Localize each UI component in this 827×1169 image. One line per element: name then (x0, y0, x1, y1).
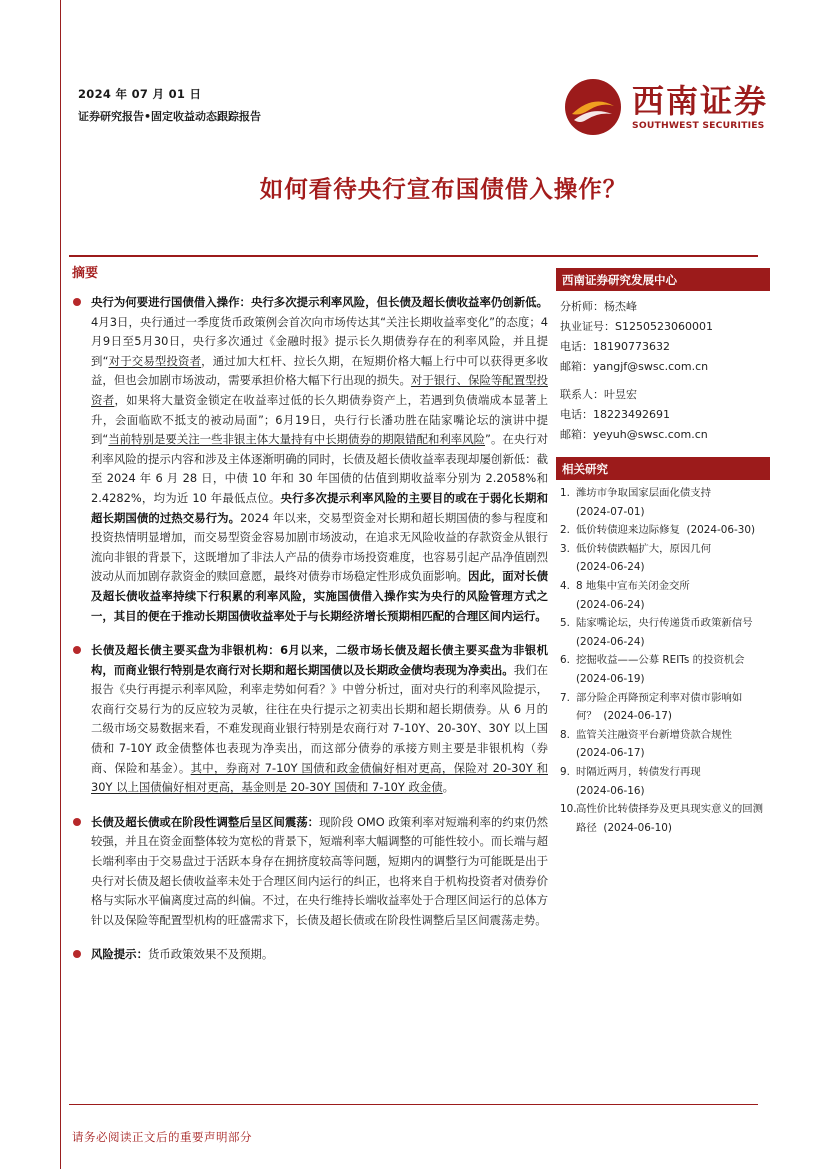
report-type: 证券研究报告•固定收益动态跟踪报告 (78, 110, 262, 123)
abstract-paragraph (69, 293, 548, 626)
bullet-icon (73, 950, 81, 958)
analyst-email[interactable]: 邮箱：yangjf@swsc.com.cn (560, 360, 709, 373)
para-underline: 当前特别是要关注一些非银主体大量持有中长期债券的期限错配和利率风险 (108, 432, 486, 447)
list-item[interactable]: 5. 陆家嘴论坛，央行传递货币政策新信号 (2024-06-24) (560, 617, 753, 648)
list-item[interactable]: 4. 8 地集中宣布关闭金交所 (2024-06-24) (560, 579, 690, 611)
abstract-paragraph (69, 945, 548, 965)
bullet-icon (73, 298, 81, 306)
list-item[interactable]: 10. 高性价比转债择券及更具现实意义的回测路径 (2024-06-10) (560, 803, 764, 834)
analyst-phone: 电话：18190773632 (560, 340, 670, 353)
bullet-icon (73, 818, 81, 826)
para-text: ，如果将大量资金锁定在收益率过低的长久期债券资产上，若遇到负债端成本显著上升，会面临欧不抵支的被动局面”；6月19日，央行行长潘功胜在陆家嘴论坛的演讲中提到“ (91, 392, 548, 447)
list-item[interactable]: 6. 挖掘收益——公募 REITs 的投资机会 (2024-06-19) (560, 654, 745, 685)
bullet-icon (73, 646, 81, 654)
para-bold: 央行为何要进行国债借入操作：央行多次提示利率风险，但长债及超长债收益率仍创新低。 (91, 295, 548, 309)
analyst-block (556, 291, 770, 445)
list-item[interactable]: 2. 低价转债迎来边际修复 (2024-06-30) (560, 524, 756, 537)
para-underline: 对于银行、保险等配置型投资者 (91, 373, 548, 407)
abstract-heading: 摘要 (72, 266, 99, 281)
related-research-title: 相关研究 (556, 457, 770, 480)
para-bold: 因此，面对长债及超长债收益率持续下行积累的利率风险，实施国债借入操作实为央行的风险管理方式之一，其目的便在于推动长期国债收益率处于与长期经济增长预期相匹配的合理区间内运行。 (91, 569, 548, 623)
para-bold: 央行多次提示利率风险的主要目的或在于弱化长期和超长期国债的过热交易行为。 (91, 490, 548, 525)
para-bold: 风险提示： (91, 947, 148, 962)
logo-brand-en: SOUTHWEST SECURITIES (632, 120, 765, 131)
list-item[interactable]: 1. 潍坊市争取国家层面化债支持 (2024-07-01) (560, 487, 712, 518)
para-bold: 长债及超长债主要买盘为非银机构：6月以来，二级市场长债及超长债主要买盘为非银机构，而商业银行特别是农商行对长期和超长期国债以及长期政金债均表现为净卖出。 (91, 643, 548, 677)
para-underline: 对于交易型投资者 (108, 353, 202, 368)
para-text: 我们在报告《央行再提示利率风险，利率走势如何看？》中曾分析过，面对央行的利率风险提示，农商行交易行为的反应较为灵敏，往往在央行提示之初卖出长期和超长期债券。从 6 月的二级市场交易数据来看，不难发现商业银行特别是农商行对 7-10Y、20-30Y、30Y 以上国债和 7-10Y 政金债整体也表现为净卖出，而这部分债券的承接方则主要是非银机构（券商、保险和基金）。 (91, 662, 548, 775)
para-text: ”。在央行对利率风险的提示内容和涉及主体逐渐明确的同时，长债及超长债收益率表现却屡创新低：截至 2024 年 6 月 28 日，中债 10 年和 30 年国债的估值到期收益率分别为 2.2058%和 2.4282%，均为近 10 年最低点位。 (91, 432, 549, 505)
para-text: 4月3日，央行通过一季度货币政策例会首次向市场传达其“关注长期收益率变化”的态度；4月9日至5月30日，央行多次通过《金融时报》提示长久期债券存在的利率风险，并且提到“ (91, 314, 548, 368)
section-divider (69, 255, 758, 257)
footer-disclaimer: 请务必阅读正文后的重要声明部分 (72, 1130, 252, 1144)
abstract-body (69, 289, 548, 965)
list-item[interactable]: 9. 时隔近两月，转债发行再现 (2024-06-16) (560, 765, 701, 797)
analyst-license: 执业证号：S1250523060001 (560, 320, 713, 333)
contact-email[interactable]: 邮箱：yeyuh@swsc.com.cn (560, 428, 708, 441)
logo-brand-cn: 西南证券 (632, 82, 769, 120)
report-date: 2024 年 07 月 01 日 (78, 87, 202, 101)
contact-phone: 电话：18223492691 (560, 408, 670, 421)
abstract-paragraph (69, 813, 548, 931)
para-bold: 长债及超长债或在阶段性调整后呈区间震荡： (91, 814, 320, 829)
para-text: 2024 年以来，交易型资金对长期和超长期国债的参与程度和投资热情明显增加，而交易型资金容易加剧市场波动，在追求无风险收益的存款资金从银行流向非银的背景下，这既增加了非法人产品的债券市场投资难度，也容易引起产品净值剧烈波动从而加剧存款资金的赎回意愿，最终对债券市场稳定性形成负面影响。 (91, 510, 548, 584)
footer-divider (69, 1104, 758, 1105)
contact-name: 联系人：叶昱宏 (560, 388, 637, 401)
para-text: ，通过加大杠杆、拉长久期，在短期价格大幅上行中可以获得更多收益，但也会加剧市场波动，需要承担价格大幅下行出现的损失。 (91, 353, 548, 388)
para-underline: 其中，券商对 7-10Y 国债和政金债偏好相对更高，保险对 20-30Y 和 30Y 以上国债偏好相对更高，基金则是 20-30Y 国债和 7-10Y 政金债 (91, 760, 548, 795)
sidebar-center-title: 西南证券研究发展中心 (556, 268, 770, 291)
related-research-list (556, 480, 770, 837)
sidebar (556, 268, 770, 837)
logo-mark-icon (562, 76, 624, 138)
abstract-paragraph (69, 641, 548, 798)
list-item[interactable]: 7. 部分险企再降预定利率对债市影响如何？ (2024-06-17) (560, 691, 743, 723)
para-text: 。 (442, 780, 455, 795)
page-title: 如何看待央行宣布国债借入操作？ (259, 175, 628, 203)
brand-logo (562, 72, 774, 142)
para-text: 货币政策效果不及预期。 (147, 947, 274, 962)
para-text: 现阶段 OMO 政策利率对短端利率的约束仍然较强，并且在资金面整体较为宽松的背景下，短端利率大幅调整的可能性较小。而长端与超长端利率由于交易盘过于活跃本身存在拥挤度较高等问题，短期内的调整行为可能既是出于央行对长债及超长债收益率未处于合理区间内运行的纠正，也将来自于机构投资者对债券价格与实际水平偏离度过高的纠偏。不过，在央行维持长端收益率处于合理区间运行的总体方针以及保险等配置型机构的旺盛需求下，长债及超长债或在阶段性调整后呈区间震荡走势。 (91, 814, 548, 927)
analyst-name: 分析师：杨杰峰 (560, 300, 637, 313)
list-item[interactable]: 8. 监管关注融资平台新增贷款合规性 (2024-06-17) (560, 728, 732, 760)
list-item[interactable]: 3. 低价转债跌幅扩大，原因几何 (2024-06-24) (560, 542, 712, 574)
